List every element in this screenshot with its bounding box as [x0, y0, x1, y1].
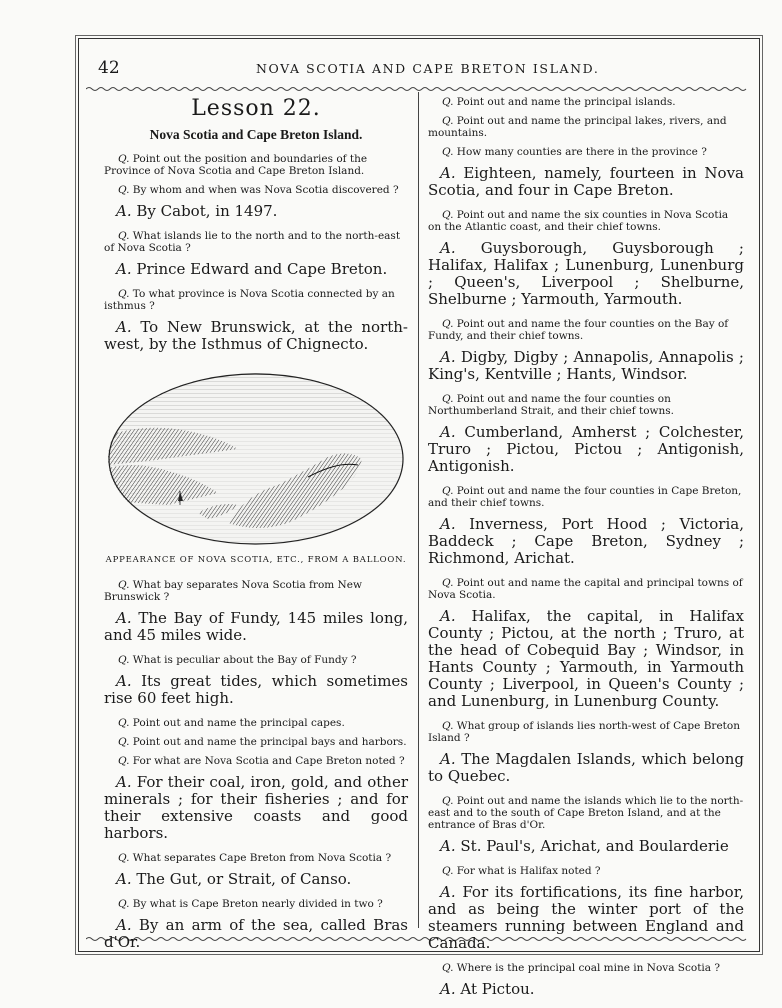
question — [428, 393, 744, 417]
entry-label: A. — [440, 348, 456, 366]
entry-text: Guysborough, Guysborough ; Halifax, Halifax ; Lunenburg, Lunenburg ; Queen's, Liverpool ; Shelburne, Shelburne ; Yarmouth, Yarmouth. — [428, 239, 744, 308]
entry-text: Point out and name the six counties in Nova Scotia on the Atlantic coast, and their chief towns. — [428, 209, 729, 233]
entry-text: By an arm of the sea, called Bras d'Or. — [104, 916, 409, 951]
entry-label: A. — [440, 423, 456, 441]
entry-text: Point out and name the four counties on Northumberland Strait, and their chief towns. — [428, 393, 675, 417]
question — [104, 288, 408, 312]
answer — [428, 981, 744, 998]
entry-label: A. — [116, 672, 132, 690]
entry-text: Point out and name the principal lakes, rivers, and mountains. — [428, 115, 727, 139]
entry-text: Point out and name the four counties in Cape Breton, and their chief towns. — [428, 485, 742, 509]
entry-text: Point out and name the principal islands. — [456, 96, 676, 108]
entry-label: Q. — [118, 184, 130, 196]
entry-label: Q. — [442, 485, 454, 497]
entry-text: Cumberland, Amherst ; Colchester, Truro ; Pictou, Pictou ; Antigonish, Antigonish. — [428, 423, 744, 475]
question — [428, 485, 744, 509]
entry-text: Eighteen, namely, fourteen in Nova Scotia, and four in Cape Breton. — [428, 164, 744, 199]
figure-caption: APPEARANCE OF NOVA SCOTIA, ETC., FROM A BALLOON. — [105, 555, 407, 565]
entry-label: A. — [440, 980, 456, 998]
answer — [104, 610, 408, 644]
entry-label: Q. — [442, 318, 454, 330]
answer — [428, 838, 744, 855]
entry-label: Q. — [118, 898, 130, 910]
entry-text: The Gut, or Strait, of Canso. — [136, 870, 352, 888]
ornamental-rule — [86, 86, 748, 92]
entry-text: Digby, Digby ; Annapolis, Annapolis ; King's, Kentville ; Hants, Windsor. — [428, 348, 744, 383]
running-head: NOVA SCOTIA AND CAPE BRETON ISLAND. — [256, 61, 600, 76]
answer — [104, 261, 408, 278]
entry-text: To New Brunswick, at the north-west, by the Isthmus of Chignecto. — [104, 318, 408, 353]
entry-text: Halifax, the capital, in Halifax County ; Pictou, at the north ; Truro, at the head of Cobequid Bay ; Windsor, in Hants County ; Yarmouth, in Yarmouth County ; Liverpool, in Queen's County ; and Lunenburg, in Lunenburg County. — [428, 607, 744, 710]
entry-text: Its great tides, which sometimes rise 60 feet high. — [104, 672, 408, 707]
entry-text: What separates Cape Breton from Nova Scotia ? — [132, 852, 392, 864]
entry-text: For their coal, iron, gold, and other minerals ; for their fisheries ; and for their extensive coasts and good harbors. — [104, 773, 408, 842]
question — [428, 577, 744, 601]
entry-label: Q. — [118, 288, 130, 300]
entry-text: Inverness, Port Hood ; Victoria, Baddeck ; Cape Breton, Sydney ; Richmond, Arichat. — [428, 515, 744, 567]
entry-text: For what are Nova Scotia and Cape Breton noted ? — [132, 755, 405, 767]
entry-label: A. — [116, 202, 132, 220]
answer — [428, 884, 744, 952]
entry-text: Point out and name the principal capes. — [132, 717, 345, 729]
lesson-title: Lesson 22. — [191, 96, 321, 121]
question — [104, 654, 408, 666]
question — [104, 717, 408, 729]
entry-label: Q. — [118, 579, 130, 591]
entry-label: A. — [116, 318, 132, 336]
entry-label: Q. — [118, 755, 130, 767]
entry-label: A. — [116, 870, 132, 888]
entry-label: Q. — [442, 795, 454, 807]
entry-label: Q. — [442, 96, 454, 108]
entry-label: Q. — [118, 736, 130, 748]
left-column — [104, 96, 408, 961]
question — [428, 318, 744, 342]
page-number: 42 — [98, 58, 120, 78]
answer — [104, 871, 408, 888]
question — [104, 755, 408, 767]
answer — [428, 608, 744, 710]
question — [104, 898, 408, 910]
answer — [428, 240, 744, 308]
entry-text: What islands lie to the north and to the north-east of Nova Scotia ? — [104, 230, 401, 254]
right-column — [428, 96, 744, 1008]
column-divider — [418, 92, 419, 928]
entry-text: What bay separates Nova Scotia from New Brunswick ? — [104, 579, 362, 603]
question — [104, 579, 408, 603]
answer — [104, 319, 408, 353]
answer — [428, 751, 744, 785]
entry-text: Point out and name the capital and principal towns of Nova Scotia. — [428, 577, 743, 601]
question — [104, 852, 408, 864]
question — [428, 146, 744, 158]
entry-label: Q. — [118, 230, 130, 242]
entry-label: Q. — [442, 720, 454, 732]
answer — [428, 349, 744, 383]
question — [428, 720, 744, 744]
entry-text: By what is Cape Breton nearly divided in two ? — [132, 898, 383, 910]
entry-label: Q. — [118, 852, 130, 864]
answer — [428, 516, 744, 567]
lesson-subtitle: Nova Scotia and Cape Breton Island. — [149, 127, 363, 142]
entry-text: What is peculiar about the Bay of Fundy ? — [132, 654, 357, 666]
entry-label: Q. — [118, 153, 130, 165]
entry-text: The Magdalen Islands, which belong to Quebec. — [428, 750, 744, 785]
entry-text: At Pictou. — [460, 980, 535, 998]
question — [104, 184, 408, 196]
entry-label: A. — [440, 515, 456, 533]
entry-text: Point out and name the islands which lie to the north-east and to the south of Cape Breton Island, and at the entrance of Bras d'Or. — [428, 795, 744, 831]
entry-label: Q. — [442, 962, 454, 974]
entry-label: Q. — [442, 209, 454, 221]
entry-label: A. — [440, 883, 456, 901]
question — [428, 795, 744, 831]
left-bottom-entries — [104, 579, 408, 951]
entry-label: A. — [116, 609, 132, 627]
question — [428, 865, 744, 877]
answer — [104, 774, 408, 842]
entry-text: By Cabot, in 1497. — [136, 202, 278, 220]
question — [104, 230, 408, 254]
answer — [104, 917, 408, 951]
entry-text: For what is Halifax noted ? — [456, 865, 601, 877]
entry-text: St. Paul's, Arichat, and Boularderie — [460, 837, 729, 855]
question — [428, 96, 744, 108]
page-header — [96, 58, 746, 80]
entry-label: A. — [440, 164, 456, 182]
entry-text: Point out and name the four counties on the Bay of Fundy, and their chief towns. — [428, 318, 729, 342]
question — [428, 209, 744, 233]
entry-label: Q. — [442, 577, 454, 589]
answer — [104, 203, 408, 220]
entry-text: How many counties are there in the province ? — [456, 146, 707, 158]
entry-label: A. — [116, 260, 132, 278]
entry-text: Where is the principal coal mine in Nova Scotia ? — [456, 962, 720, 974]
entry-label: A. — [116, 916, 132, 934]
entry-label: Q. — [118, 717, 130, 729]
left-top-entries — [104, 153, 408, 353]
entry-label: Q. — [442, 146, 454, 158]
right-entries — [428, 96, 744, 998]
answer — [428, 165, 744, 199]
entry-text: What group of islands lies north-west of Cape Breton Island ? — [428, 720, 740, 744]
entry-text: For its fortifications, its fine harbor, and as being the winter port of the steamers running between England and Canada. — [428, 883, 744, 952]
entry-text: The Bay of Fundy, 145 miles long, and 45 miles wide. — [104, 609, 408, 644]
balloon-view-engraving — [108, 373, 404, 545]
question — [428, 115, 744, 139]
entry-label: A. — [440, 607, 456, 625]
question — [104, 736, 408, 748]
entry-text: Prince Edward and Cape Breton. — [136, 260, 388, 278]
entry-text: By whom and when was Nova Scotia discovered ? — [132, 184, 399, 196]
entry-label: Q. — [442, 865, 454, 877]
question — [428, 962, 744, 974]
entry-text: To what province is Nova Scotia connected by an isthmus ? — [104, 288, 395, 312]
entry-label: A. — [440, 239, 456, 257]
answer — [104, 673, 408, 707]
entry-label: A. — [440, 750, 456, 768]
answer — [428, 424, 744, 475]
entry-label: A. — [440, 837, 456, 855]
entry-label: Q. — [442, 393, 454, 405]
entry-text: Point out the position and boundaries of the Province of Nova Scotia and Cape Breton Island. — [104, 153, 368, 177]
entry-label: Q. — [442, 115, 454, 127]
question — [104, 153, 408, 177]
entry-label: Q. — [118, 654, 130, 666]
entry-text: Point out and name the principal bays and harbors. — [132, 736, 407, 748]
entry-label: A. — [116, 773, 132, 791]
